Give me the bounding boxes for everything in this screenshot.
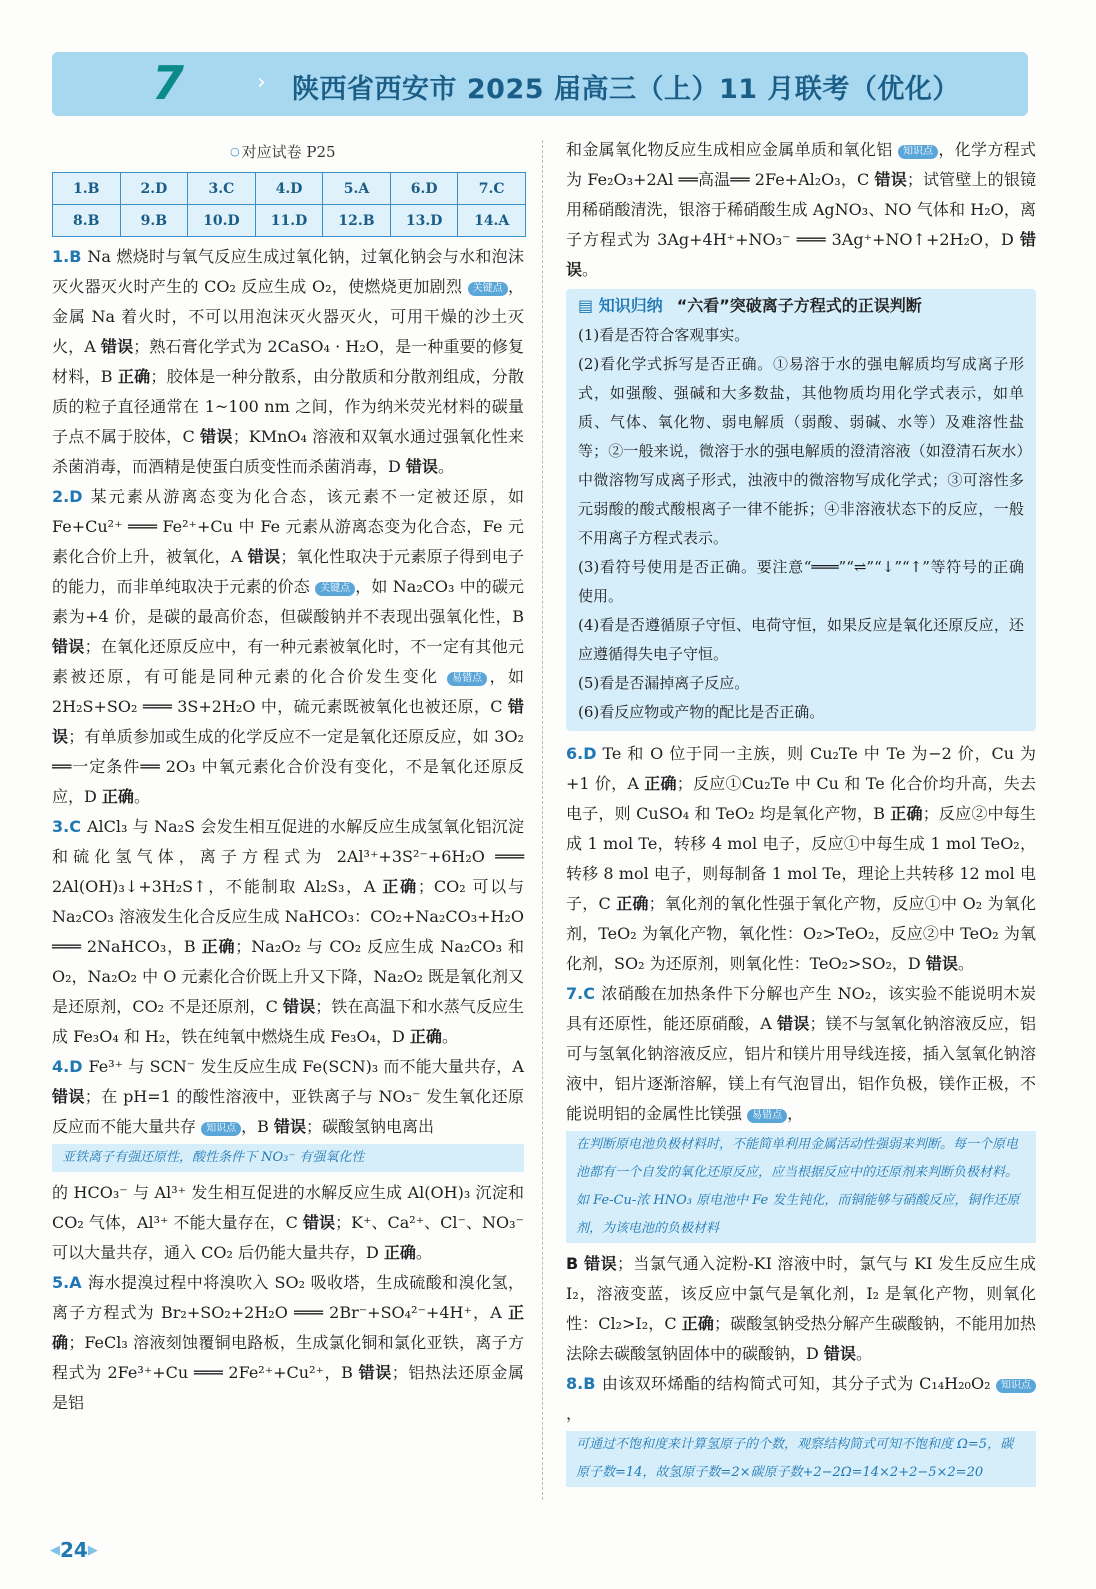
box-heading: ▤ 知识归纳 “六看”突破离子方程式的正误判断 (578, 296, 922, 315)
answer-cell: 10.D (188, 205, 256, 237)
knowledge-point-badge: 知识点 (201, 1122, 241, 1136)
answer-cell: 1.B (53, 173, 121, 205)
answer-cell: 2.D (120, 173, 188, 205)
knowledge-point-badge: 知识点 (996, 1379, 1036, 1393)
solution-6: 6.D Te 和 O 位于同一主族，则 Cu₂Te 中 Te 为−2 价，Cu 为+1 价，A 正确；反应①Cu₂Te 中 Cu 和 Te 化合价均升高，失去电子，则 CuSO₄ 和 TeO₂ 均是氧化产物，B 正确；反应②中每生成 1 mol Te，转移 4 mol 电子，反应①中每生成 1 mol TeO₂，转移 8 mol 电子，则每制备 1 mol Te，理论上共转移 12 mol 电子，C 正确；氧化剂的氧化性强于氧化产物，反应①中 O₂ 为氧化剂，TeO₂ 为氧化产物，氧化性：O₂>TeO₂，反应②中 TeO₂ 为氧化剂，SO₂ 为还原剂，则氧化性：TeO₂>SO₂，D 错误。 (566, 744, 1036, 973)
answer-cell: 3.C (188, 173, 256, 205)
annotation-note: 可通过不饱和度来计算氢原子的个数，观察结构简式可知不饱和度 Ω=5，碳原子数=14，故氢原子数=2×碳原子数+2−2Ω=14×2+2−5×2=20 (566, 1431, 1036, 1487)
list-item: (6)看反应物或产物的配比是否正确。 (578, 703, 825, 721)
annotation-note: 在判断原电池负极材料时，不能简单利用金属活动性强弱来判断。每一个原电池都有一个自发的氧化还原反应，应当根据反应中的还原剂来判断负极材料。如 Fe-Cu-浓 HNO₃ 原电池中 Fe 发生钝化，而铜能够与硝酸反应，铜作还原剂，为该电池的负极材料 (566, 1131, 1036, 1243)
annotation-note: 亚铁离子有强还原性，酸性条件下 NO₃⁻ 有强氧化性 (52, 1144, 524, 1172)
knowledge-summary-box (566, 289, 1036, 731)
answer-cell: 7.C (458, 173, 526, 205)
list-item: (1)看是否符合客观事实。 (578, 326, 750, 344)
solution-7-cont: B 错误；当氯气通入淀粉-KI 溶液中时，氯气与 KI 发生反应生成 I₂，溶液变蓝，该反应中氯气是氧化剂，I₂ 是氧化产物，则氧化性：Cl₂>I₂，C 正确；碳酸氢钠受热分解产生碳酸钠，不能用加热法除去碳酸氢钠固体中的碳酸钠，D 错误。 (566, 1254, 1036, 1363)
chapter-number: 7 (152, 56, 185, 110)
list-item: (4)看是否遵循原子守恒、电荷守恒，如果反应是氧化还原反应，还应遵循得失电子守恒。 (578, 616, 1024, 663)
error-prone-badge: 易错点 (747, 1109, 787, 1123)
chevron-right-icon: › (257, 70, 266, 95)
answer-cell: 11.D (255, 205, 323, 237)
ornament-icon: ◀ (50, 1543, 60, 1558)
list-item: (5)看是否漏掉离子反应。 (578, 674, 750, 692)
answer-cell: 5.A (323, 173, 391, 205)
book-icon: ▤ (578, 296, 594, 315)
key-point-badge: 关键点 (315, 582, 355, 596)
error-prone-badge: 易错点 (447, 672, 487, 686)
page-number: ◀24▶ (50, 1538, 98, 1562)
list-item: (3)看符号使用是否正确。要注意“═══”“⇌”“↓”“↑”等符号的正确使用。 (578, 558, 1024, 605)
table-row (53, 205, 526, 237)
answer-cell: 12.B (323, 205, 391, 237)
ornament-icon: ▶ (87, 1543, 98, 1558)
solution-7: 7.C 浓硝酸在加热条件下分解也产生 NO₂，该实验不能说明木炭具有还原性，能还原硝酸，A 错误；镁不与氢氧化钠溶液反应，铝可与氢氧化钠溶液反应，铝片和镁片用导线连接，插入氢氧化钠溶液中，铝片逐渐溶解，镁上有气泡冒出，铝作负极，镁作正极，不能说明铝的金属性比镁强 易错点 ， (566, 984, 1036, 1123)
left-column (52, 242, 524, 1418)
answer-cell: 13.D (390, 205, 458, 237)
answer-cell: 4.D (255, 173, 323, 205)
circle-icon: ○ (230, 145, 240, 158)
answer-cell: 6.D (390, 173, 458, 205)
solution-2: 2.D 某元素从游离态变为化合态，该元素不一定被还原，如 Fe+Cu²⁺ ═══ Fe²⁺+Cu 中 Fe 元素从游离态变为化合态，Fe 元素化合价上升，被氧化，A 错误；氧化性取决于元素原子得到电子的能力，而非单纯取决于元素的价态 关键点 ，如 Na₂CO₃ 中的碳元素为+4 价，是碳的最高价态，但碳酸钠并不表现出强氧化性，B 错误；在氧化还原反应中，有一种元素被氧化时，不一定有其他元素被还原，有可能是同种元素的化合价发生变化 易错点 ，如 2H₂S+SO₂ ═══ 3S+2H₂O 中，硫元素既被氧化也被还原，C 错误；有单质参加或生成的化学反应不一定是氧化还原反应，如 3O₂ ══一定条件══ 2O₃ 中氧元素化合价没有变化，不是氧化还原反应，D 正确。 (52, 487, 524, 806)
solution-4-cont: 的 HCO₃⁻ 与 Al³⁺ 发生相互促进的水解反应生成 Al(OH)₃ 沉淀和 CO₂ 气体，Al³⁺ 不能大量存在，C 错误；K⁺、Ca²⁺、Cl⁻、NO₃⁻ 可以大量共存，通入 CO₂ 后仍能大量共存，D 正确。 (52, 1183, 524, 1262)
solution-5: 5.A 海水提溴过程中将溴吹入 SO₂ 吸收塔，生成硫酸和溴化氢，离子方程式为 Br₂+SO₂+2H₂O ═══ 2Br⁻+SO₄²⁻+4H⁺，A 正确；FeCl₃ 溶液刻蚀覆铜电路板，生成氯化铜和氯化亚铁，离子方程式为 2Fe³⁺+Cu ═══ 2Fe²⁺+Cu²⁺，B 错误；铝热法还原金属是铝 (52, 1273, 524, 1412)
chapter-title: 陕西省西安市 2025 届高三（上）11 月联考（优化） (292, 74, 960, 105)
knowledge-point-badge: 知识点 (898, 145, 938, 159)
solution-4: 4.D Fe³⁺ 与 SCN⁻ 发生反应生成 Fe(SCN)₃ 而不能大量共存，A 错误；在 pH=1 的酸性溶液中，亚铁离子与 NO₃⁻ 发生氧化还原反应而不能大量共存 知识点 ，B 错误；碳酸氢钠电离出 (52, 1057, 524, 1136)
list-item: (2)看化学式拆写是否正确。①易溶于水的强电解质均写成离子形式，如强酸、强碱和大多数盐，其他物质均用化学式表示，如单质、气体、氧化物、弱电解质（弱酸、弱碱、水等）及难溶性盐等；②一般来说，微溶于水的强电解质的澄清溶液（如澄清石灰水）中微溶物写成离子形式，浊液中的微溶物写成化学式；③可溶性多元弱酸的酸式酸根离子一律不能拆；④非溶液状态下的反应，一般不用离子方程式表示。 (578, 355, 1024, 547)
table-row (53, 173, 526, 205)
chapter-banner (52, 52, 1028, 116)
solution-1: 1.B Na 燃烧时与氧气反应生成过氧化钠，过氧化钠会与水和泡沫灭火器灭火时产生的 CO₂ 反应生成 O₂，使燃烧更加剧烈 关键点 ，金属 Na 着火时，不可以用泡沫灭火器灭火，可用干燥的沙土灭火，A 错误；熟石膏化学式为 2CaSO₄ · H₂O，是一种重要的修复材料，B 正确；胶体是一种分散系，由分散质和分散剂组成，分散质的粒子直径通常在 1~100 nm 之间，作为纳米荧光材料的碳量子点不属于胶体，C 错误；KMnO₄ 溶液和双氧水通过强氧化性来杀菌消毒，而酒精是使蛋白质变性而杀菌消毒，D 错误。 (52, 247, 524, 476)
answer-cell: 8.B (53, 205, 121, 237)
answer-table (52, 172, 526, 237)
column-divider (542, 140, 543, 1500)
answer-cell: 14.A (458, 205, 526, 237)
solution-5-cont: 和金属氧化物反应生成相应金属单质和氧化铝 知识点 ，化学方程式为 Fe₂O₃+2Al ══高温══ 2Fe+Al₂O₃，C 错误；试管壁上的银镜用稀硝酸清洗，银溶于稀硝酸生成 AgNO₃、NO 气体和 H₂O，离子方程式为 3Ag+4H⁺+NO₃⁻ ═══ 3Ag⁺+NO↑+2H₂O，D 错误。 (566, 140, 1036, 279)
solution-3: 3.C AlCl₃ 与 Na₂S 会发生相互促进的水解反应生成氢氧化铝沉淀和硫化氢气体，离子方程式为 2Al³⁺+3S²⁻+6H₂O ═══ 2Al(OH)₃↓+3H₂S↑，不能制取 Al₂S₃，A 正确；CO₂ 可以与 Na₂CO₃ 溶液发生化合反应生成 NaHCO₃：CO₂+Na₂CO₃+H₂O ═══ 2NaHCO₃，B 正确；Na₂O₂ 与 CO₂ 反应生成 Na₂CO₃ 和 O₂，Na₂O₂ 中 O 元素化合价既上升又下降，Na₂O₂ 既是氧化剂又是还原剂，CO₂ 不是还原剂，C 错误；铁在高温下和水蒸气反应生成 Fe₃O₄ 和 H₂，铁在纯氧中燃烧生成 Fe₃O₄，D 正确。 (52, 817, 524, 1046)
paper-reference: ○ 对应试卷 P25 (230, 143, 336, 161)
right-column (566, 135, 1036, 1493)
answer-cell: 9.B (120, 205, 188, 237)
solution-8: 8.B 由该双环烯酯的结构简式可知，其分子式为 C₁₄H₂₀O₂ 知识点， (566, 1369, 1036, 1429)
key-point-badge: 关键点 (468, 282, 508, 296)
